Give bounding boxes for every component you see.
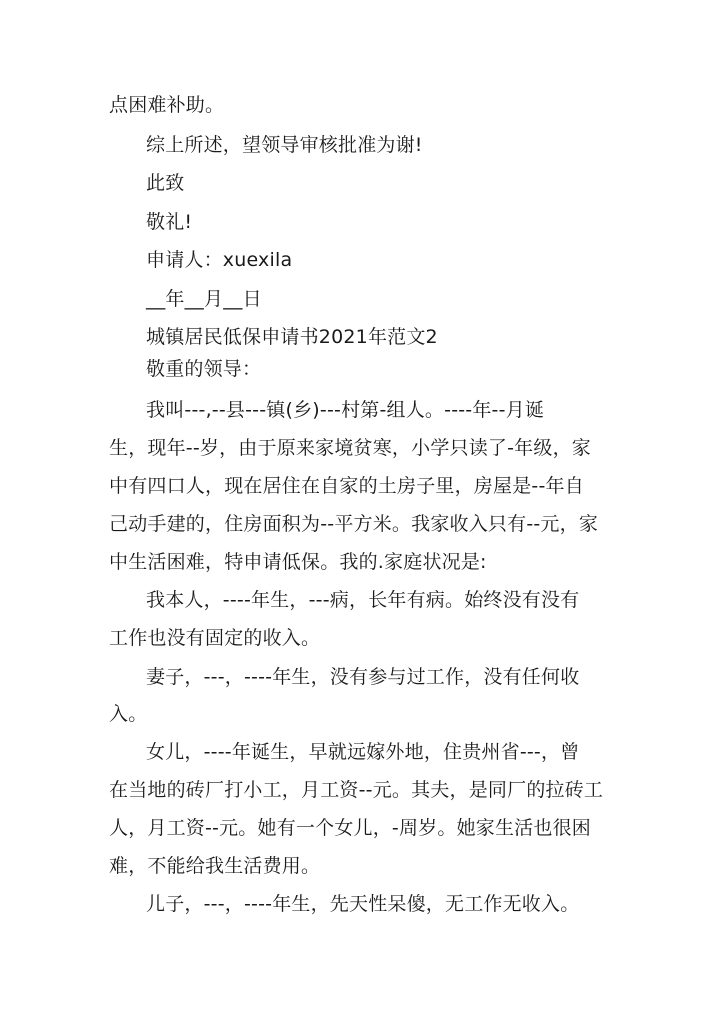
text-line: 综上所述，望领导审核批准为谢! [146, 134, 423, 156]
text-line: 人，月工资--元。她有一个女儿，-周岁。她家生活也很困 [109, 817, 591, 839]
text-line: 工作也没有固定的收入。 [109, 627, 321, 649]
section-title: 城镇居民低保申请书2021年范文2 [146, 326, 438, 348]
text-line: 我叫---,--县---镇(乡)---村第-组人。----年--月诞 [146, 399, 545, 421]
text-line: 儿子，---，----年生，先天性呆傻，无工作无收入。 [146, 893, 580, 915]
text-line: 难，不能给我生活费用。 [109, 855, 321, 877]
text-line: 生，现年--岁，由于原来家境贫寒，小学只读了-年级，家 [109, 437, 591, 459]
text-line: 己动手建的，住房面积为--平方米。我家收入只有--元，家 [109, 513, 599, 535]
text-line: 中有四口人，现在居住在自家的土房子里，房屋是--年自 [109, 475, 584, 497]
date-line: __年__月__日 [146, 288, 262, 310]
text-line: 在当地的砖厂打小工，月工资--元。其夫，是同厂的拉砖工 [109, 779, 604, 801]
signature-line: 申请人：xuexila [146, 249, 293, 271]
text-line: 敬礼! [146, 211, 193, 233]
text-line: 妻子，---，----年生，没有参与过工作，没有任何收 [146, 666, 580, 688]
text-line: 女儿，----年诞生，早就远嫁外地，住贵州省---，曾 [146, 741, 580, 763]
text-line: 入。 [109, 703, 148, 725]
text-line: 我本人，----年生，---病，长年有病。始终没有没有 [146, 589, 580, 611]
text-line: 中生活困难，特申请低保。我的.家庭状况是: [109, 551, 487, 573]
text-line: 点困难补助。 [109, 94, 225, 116]
salutation: 敬重的领导： [146, 358, 262, 380]
text-line: 此致 [146, 172, 185, 194]
